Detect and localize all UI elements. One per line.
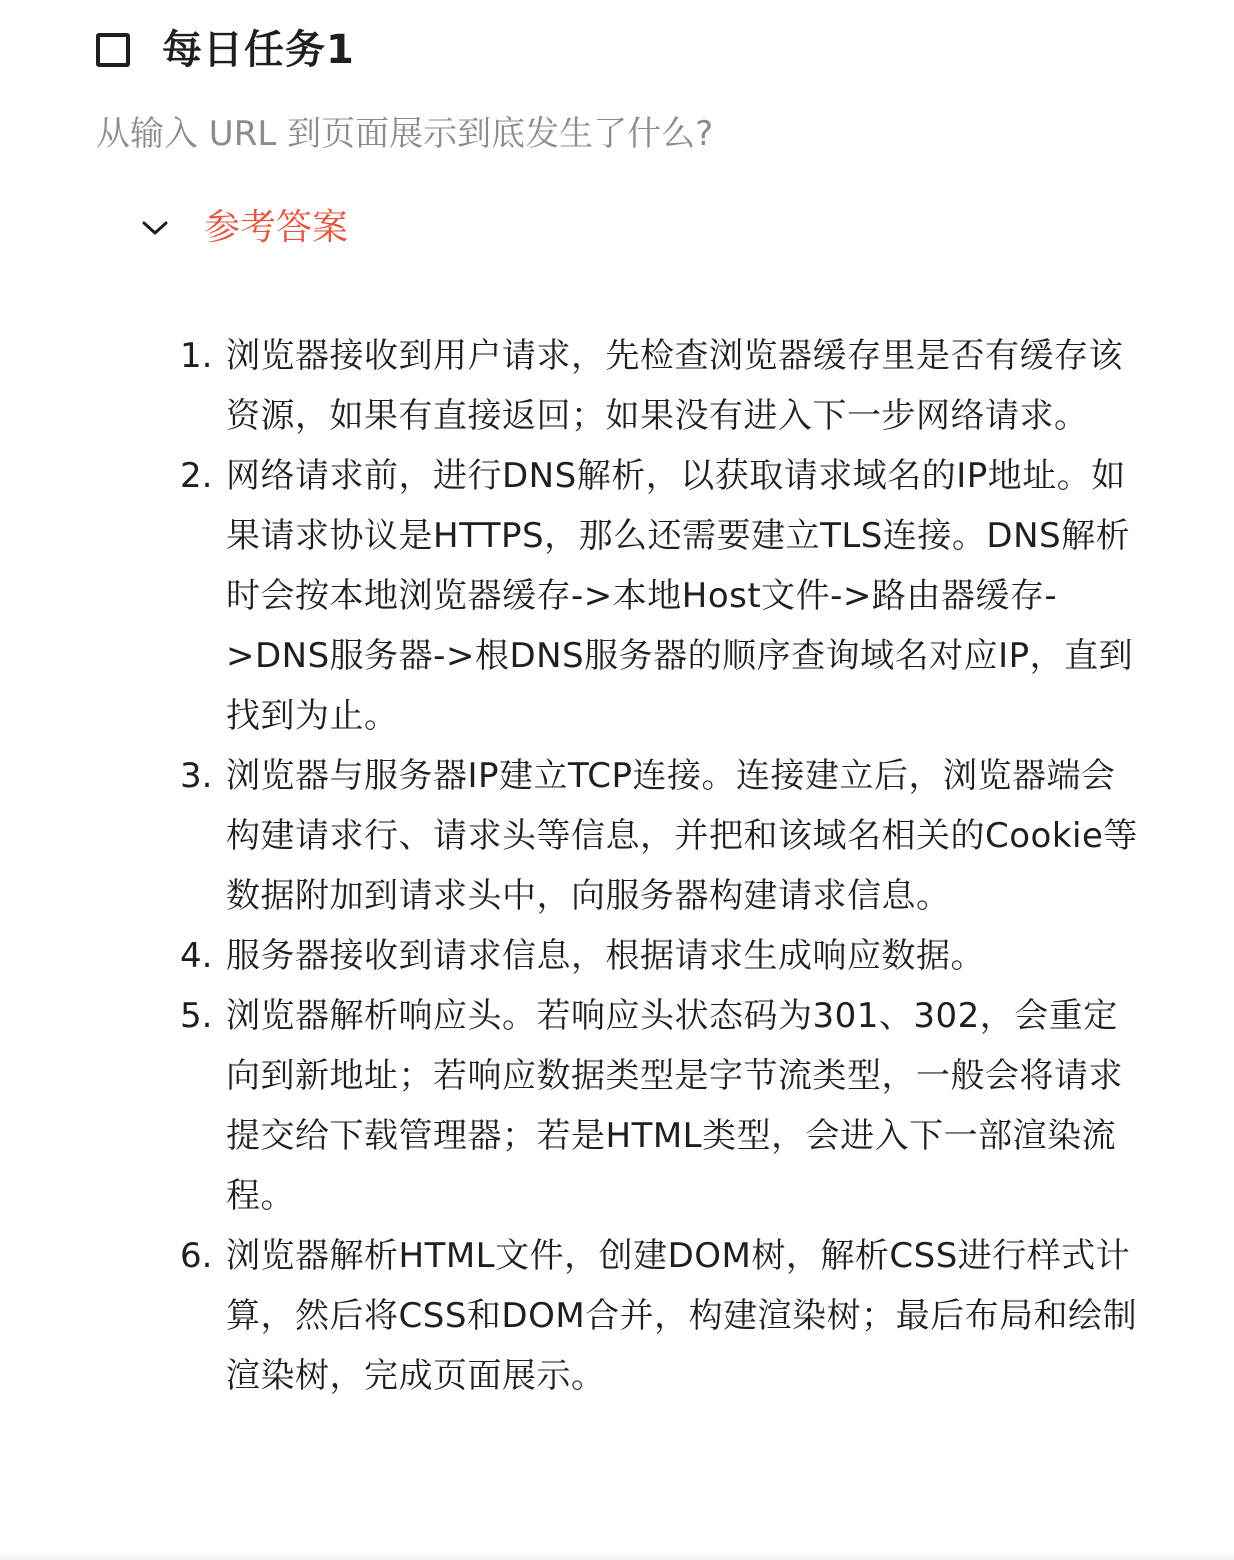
list-item (180, 1226, 1145, 1406)
list-item (180, 926, 1145, 986)
list-item-number: 5. (180, 996, 213, 1036)
answer-list (180, 326, 1145, 1406)
list-item-text: 服务器接收到请求信息，根据请求生成响应数据。 (226, 936, 985, 976)
chevron-down-icon[interactable] (140, 213, 170, 243)
list-item (180, 326, 1145, 446)
list-item-text: 浏览器与服务器IP建立TCP连接。连接建立后，浏览器端会构建请求行、请求头等信息，并把和该域名相关的Cookie等数据附加到请求头中，向服务器构建请求信息。 (226, 756, 1138, 916)
task-header (96, 22, 355, 78)
list-item-text: 网络请求前，进行DNS解析，以获取请求域名的IP地址。如果请求协议是HTTPS，那么还需要建立TLS连接。DNS解析时会按本地浏览器缓存->本地Host文件->路由器缓存->DNS服务器->根DNS服务器的顺序查询域名对应IP，直到找到为止。 (226, 456, 1134, 736)
list-item-number: 6. (180, 1236, 213, 1276)
list-item (180, 746, 1145, 926)
list-item (180, 446, 1145, 746)
list-item-text: 浏览器接收到用户请求，先检查浏览器缓存里是否有缓存该资源，如果有直接返回；如果没有进入下一步网络请求。 (226, 336, 1123, 436)
question-text: 从输入 URL 到页面展示到底发生了什么? (96, 114, 714, 154)
answer-toggle[interactable] (140, 200, 348, 256)
list-item-text: 浏览器解析HTML文件，创建DOM树，解析CSS进行样式计算，然后将CSS和DOM合并，构建渲染树；最后布局和绘制渲染树，完成页面展示。 (226, 1236, 1138, 1396)
list-item-text: 浏览器解析响应头。若响应头状态码为301、302，会重定向到新地址；若响应数据类型是字节流类型，一般会将请求提交给下载管理器；若是HTML类型，会进入下一部渲染流程。 (226, 996, 1123, 1216)
task-checkbox[interactable] (96, 33, 130, 67)
list-item-number: 1. (180, 336, 213, 376)
bottom-fade (0, 1550, 1234, 1560)
task-title: 每日任务1 (162, 27, 355, 73)
answer-toggle-label[interactable]: 参考答案 (204, 207, 349, 248)
list-item-number: 3. (180, 756, 213, 796)
list-item-number: 4. (180, 936, 213, 976)
list-item (180, 986, 1145, 1226)
list-item-number: 2. (180, 456, 213, 496)
